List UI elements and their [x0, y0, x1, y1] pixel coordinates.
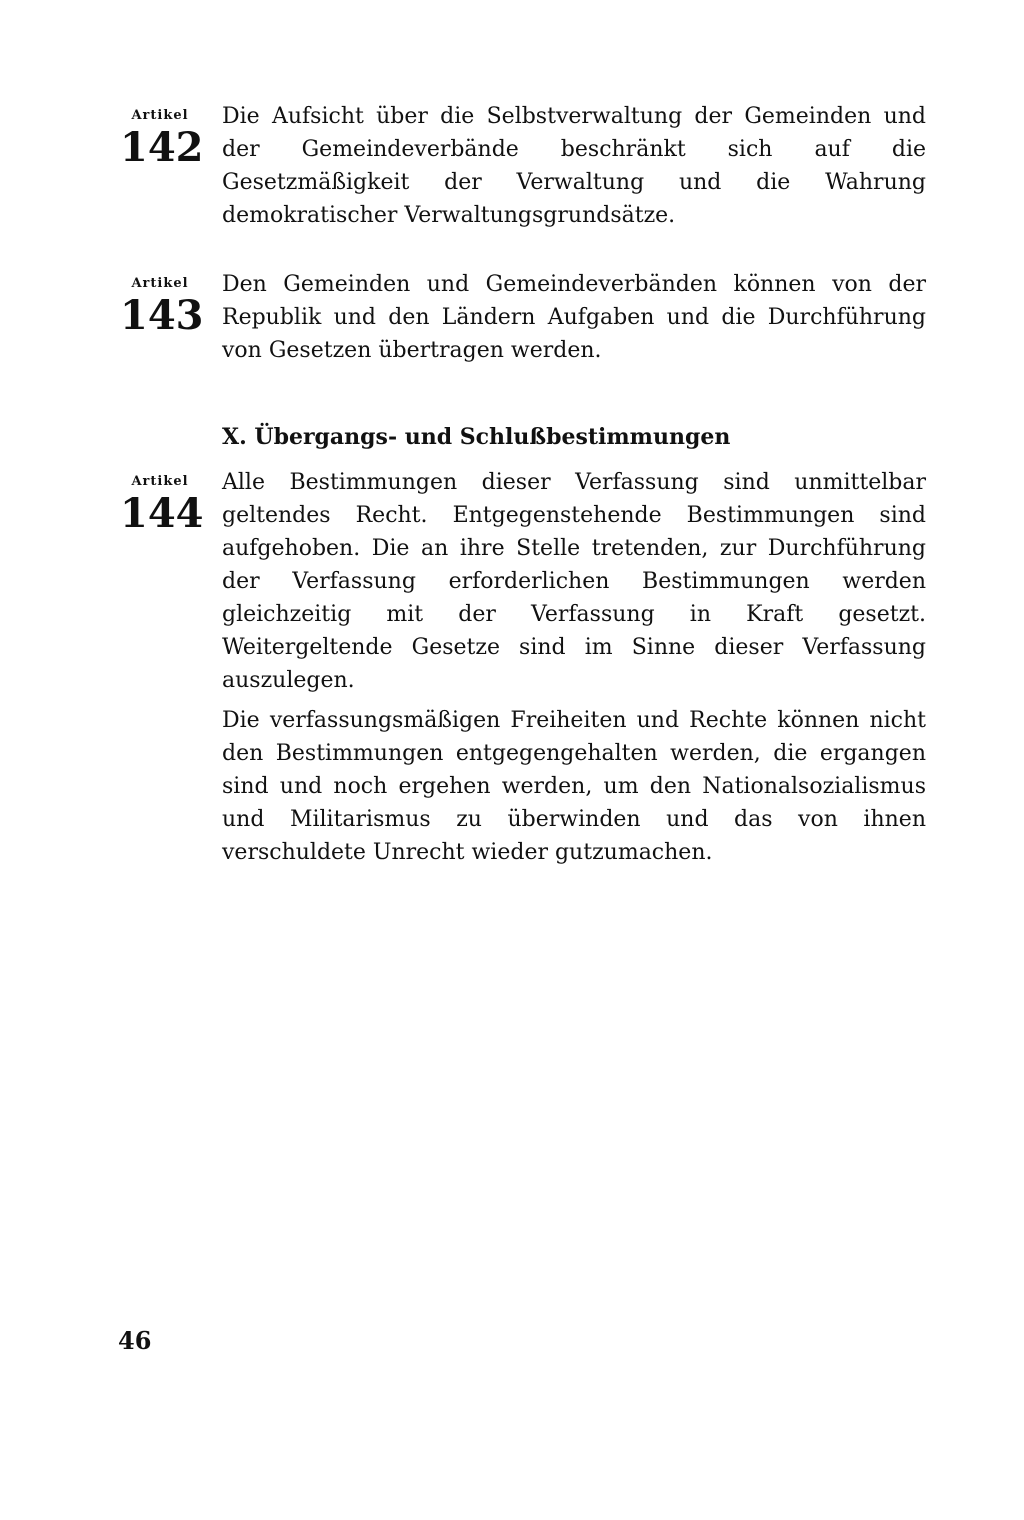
article-marker	[120, 276, 204, 339]
article-label: Artikel	[131, 474, 189, 489]
article-body	[222, 466, 926, 869]
article-body	[222, 100, 926, 232]
article-number: 142	[120, 124, 204, 171]
article-paragraph: Alle Bestimmungen dieser Verfassung sind unmittelbar geltendes Recht. Entgegenstehende Bestimmungen sind aufgehoben. Die an ihre Stelle tretenden, zur Durchführung der Verfassung erforderlichen Bestimmungen werden gleichzeitig mit der Verfassung in Kraft gesetzt. Weitergeltende Gesetze sind im Sinne dieser Verfassung auszulegen.	[222, 470, 926, 693]
article-paragraph: Die verfassungsmäßigen Freiheiten und Rechte können nicht den Bestimmungen entgegengehalten werden, die ergangen sind und noch ergehen werden, um den Nationalsozialismus und Militarismus zu überwinden und das von ihnen verschuldete Unrecht wieder gutzumachen.	[222, 708, 926, 865]
article-label: Artikel	[131, 108, 189, 123]
article-label: Artikel	[131, 276, 189, 291]
article-number: 143	[120, 292, 204, 339]
article-body	[222, 268, 926, 367]
article-paragraph: Die Aufsicht über die Selbstverwaltung der Gemeinden und der Gemeindeverbände beschränkt sich auf die Gesetzmäßigkeit der Verwaltung und die Wahrung demokratischer Verwaltungsgrundsätze.	[222, 104, 926, 228]
article-paragraph: Den Gemeinden und Gemeindeverbänden können von der Republik und den Ländern Aufgaben und die Durchführung von Gesetzen übertragen werden.	[222, 272, 926, 363]
article-marker	[120, 474, 204, 537]
section-heading: X. Übergangs- und Schlußbestimmungen	[222, 424, 731, 450]
article-number: 144	[120, 490, 204, 537]
article-marker	[120, 108, 204, 171]
page-number: 46	[118, 1326, 152, 1355]
